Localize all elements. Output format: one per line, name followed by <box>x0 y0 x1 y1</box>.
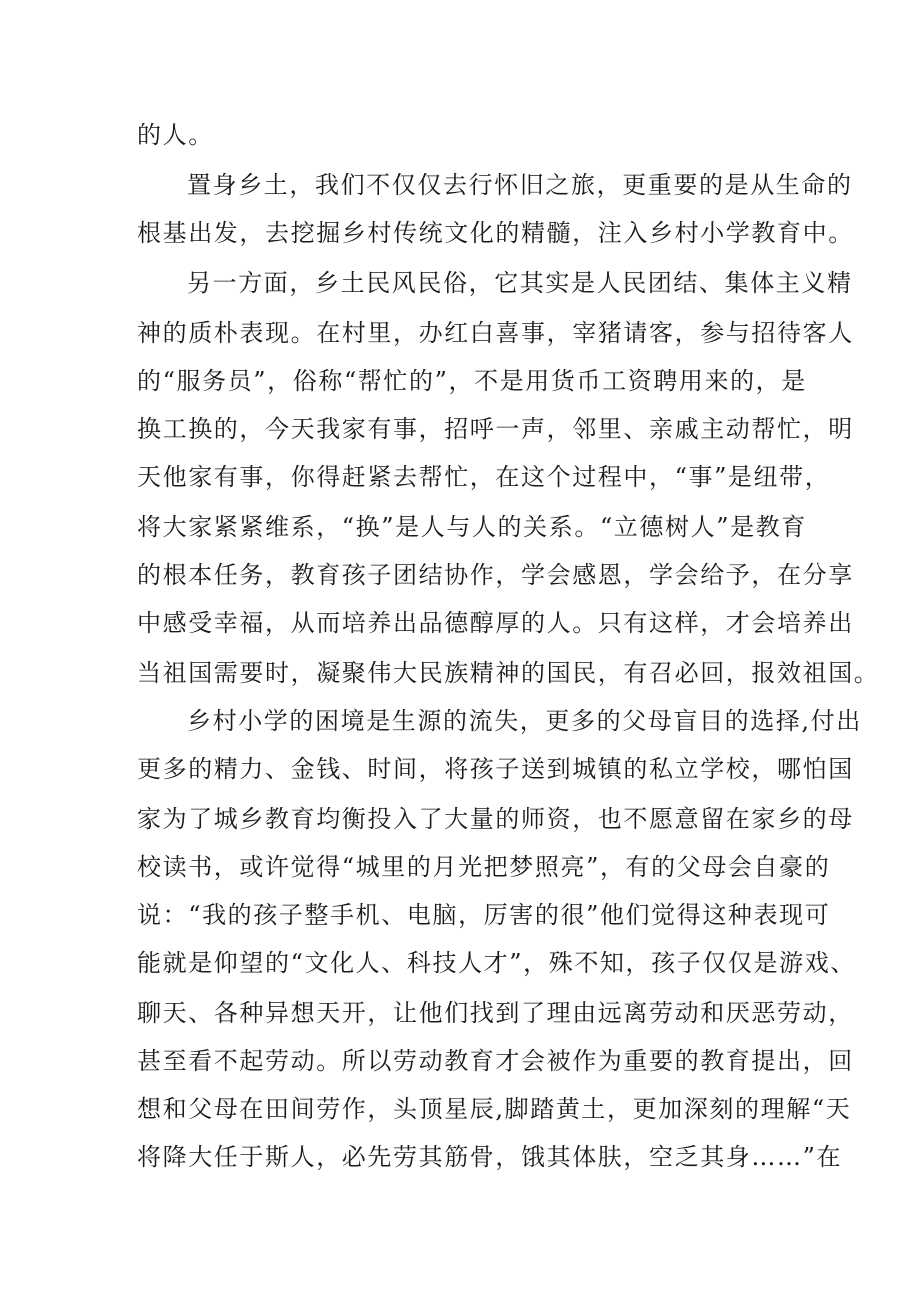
text-line: 家为了城乡教育均衡投入了大量的师资，也不愿意留在家乡的母 <box>137 805 854 833</box>
text-line: 的根本任务，教育孩子团结协作，学会感恩，学会给予，在分享 <box>137 561 854 589</box>
text-line: 根基出发，去挖掘乡村传统文化的精髓，注入乡村小学教育中。 <box>137 219 854 247</box>
text-line: 神的质朴表现。在村里，办红白喜事，宰猪请客，参与招待客人 <box>137 319 854 347</box>
text-line: 校读书，或许觉得“城里的月光把梦照亮”，有的父母会自豪的 <box>137 853 831 881</box>
text-line: 聊天、各种异想天开，让他们找到了理由远离劳动和厌恶劳动， <box>137 999 854 1027</box>
text-line: 中感受幸福，从而培养出品德醇厚的人。只有这样，才会培养出 <box>137 609 854 637</box>
text-line: 更多的精力、金钱、时间，将孩子送到城镇的私立学校，哪怕国 <box>137 755 854 783</box>
text-line: 的“服务员”，俗称“帮忙的”，不是用货币工资聘用来的，是 <box>137 367 807 395</box>
text-line: 将大家紧紧维系，“换”是人与人的关系。“立德树人”是教育 <box>137 513 807 541</box>
text-line: 想和父母在田间劳作，头顶星辰,脚踏黄土，更加深刻的理解“天 <box>137 1095 852 1123</box>
text-line: 换工换的，今天我家有事，招呼一声，邻里、亲戚主动帮忙，明 <box>137 415 854 443</box>
text-line: 的人。 <box>137 121 214 149</box>
text-line: 将降大任于斯人，必先劳其筋骨，饿其体肤，空乏其身……”在 <box>137 1143 843 1171</box>
paragraph-first-line: 乡村小学的困境是生源的流失，更多的父母盲目的选择,付出 <box>187 707 862 735</box>
paragraph-first-line: 另一方面，乡土民风民俗，它其实是人民团结、集体主义精 <box>187 269 853 297</box>
text-line: 甚至看不起劳动。所以劳动教育才会被作为重要的教育提出，回 <box>137 1047 854 1075</box>
text-line: 天他家有事，你得赶紧去帮忙，在这个过程中，“事”是纽带， <box>137 463 831 491</box>
paragraph-first-line: 置身乡土，我们不仅仅去行怀旧之旅，更重要的是从生命的 <box>187 171 853 199</box>
text-line: 说：“我的孩子整手机、电脑，厉害的很”他们觉得这种表现可 <box>137 901 831 929</box>
text-line: 能就是仰望的“文化人、科技人才”，殊不知，孩子仅仅是游戏、 <box>137 949 856 977</box>
text-line: 当祖国需要时，凝聚伟大民族精神的国民，有召必回，报效祖国。 <box>137 659 880 687</box>
